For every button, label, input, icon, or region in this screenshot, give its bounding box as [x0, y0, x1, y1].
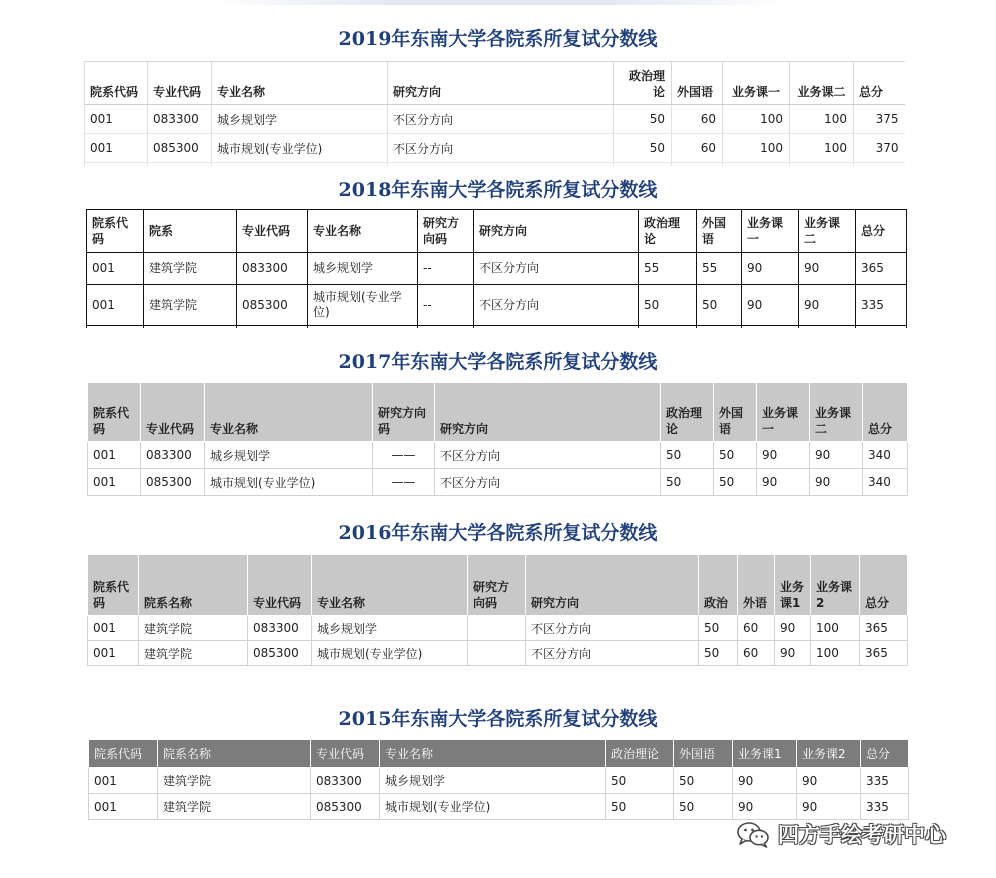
col-header: 政治理论: [606, 740, 674, 768]
table-cell: 001: [89, 768, 158, 794]
col-header: 研究方向: [474, 210, 639, 253]
col-header: 院系名称: [158, 740, 311, 768]
table-cell: 100: [723, 105, 790, 134]
table-cell: 085300: [311, 794, 380, 820]
table-cell: 001: [87, 285, 144, 326]
score-table-2015: [88, 739, 909, 820]
table-cell: 不区分方向: [474, 285, 639, 326]
col-header: 政治理论: [661, 383, 714, 442]
col-header: 专业名称: [380, 740, 606, 768]
table-cell: 55: [639, 253, 697, 285]
table-cell: 城乡规划学: [312, 616, 468, 641]
table-cell: 50: [661, 442, 714, 469]
table-cell: 不区分方向: [526, 616, 699, 641]
table-cell: 365: [860, 641, 908, 666]
col-header: 专业代码: [148, 62, 212, 105]
table-cell: 100: [790, 105, 854, 134]
table-cell: 001: [88, 442, 141, 469]
title-2015: 2015年东南大学各院系所复试分数线: [338, 708, 658, 730]
table-cell: 50: [674, 768, 733, 794]
table-row: [85, 105, 905, 134]
wechat-icon: [736, 820, 770, 848]
watermark-text: 四方手绘考研中心: [778, 823, 946, 847]
table-cell: 不区分方向: [388, 134, 614, 163]
table-cell: 50: [614, 134, 672, 163]
table-cell: [468, 616, 526, 641]
table-cell: 90: [775, 616, 811, 641]
table-cell: 90: [810, 469, 863, 496]
title-2019: 2019年东南大学各院系所复试分数线: [338, 28, 658, 50]
table-cell: 001: [89, 794, 158, 820]
table-cell: 50: [606, 794, 674, 820]
col-header: 外国语: [714, 383, 757, 442]
table-row: [87, 285, 907, 326]
score-table-2018: [86, 209, 907, 328]
table-cell: 城乡规划学: [212, 105, 388, 134]
table-cell: 不区分方向: [388, 105, 614, 134]
col-header: 业务课一: [742, 210, 799, 253]
table-cell: 建筑学院: [144, 253, 237, 285]
col-header: 政治理论: [614, 62, 672, 105]
table-header-row: [88, 555, 908, 616]
table-cell: ——: [373, 442, 435, 469]
table-cell: 100: [790, 134, 854, 163]
table-cell: 365: [860, 616, 908, 641]
table-cell: 50: [699, 616, 738, 641]
table-cell: 90: [742, 253, 799, 285]
table-cell: 60: [738, 616, 775, 641]
score-table-2017: [87, 382, 908, 496]
table-cell: 90: [797, 768, 861, 794]
table-row: [88, 641, 908, 666]
table-cut-row: [85, 163, 905, 167]
table-header-row: [85, 62, 905, 105]
col-header: 外国语: [674, 740, 733, 768]
col-header: 业务课2: [797, 740, 861, 768]
table-cell: 90: [810, 442, 863, 469]
table-cell: 60: [672, 134, 723, 163]
col-header: 研究方向: [435, 383, 661, 442]
table-cell: 083300: [311, 768, 380, 794]
table-cell: 建筑学院: [158, 794, 311, 820]
table-cell: 001: [87, 253, 144, 285]
table-cell: 城市规划(专业学位): [380, 794, 606, 820]
table-cell: 100: [811, 641, 860, 666]
table-cell: 90: [757, 469, 810, 496]
col-header: 研究方向码: [418, 210, 474, 253]
table-cell: --: [418, 253, 474, 285]
col-header: 专业名称: [312, 555, 468, 616]
table-cell: 90: [799, 285, 856, 326]
table-cell: 50: [606, 768, 674, 794]
watermark: [736, 818, 946, 850]
table-row: [88, 469, 908, 496]
table-row: [89, 768, 909, 794]
table-cell: ——: [373, 469, 435, 496]
col-header: 总分: [861, 740, 909, 768]
table-cell: 50: [714, 469, 757, 496]
table-cell: 085300: [248, 641, 312, 666]
score-table-2019: [84, 61, 905, 166]
table-cut-row: [87, 326, 907, 329]
table-cell: 001: [88, 616, 139, 641]
table-cell: 60: [738, 641, 775, 666]
table-cell: 建筑学院: [158, 768, 311, 794]
col-header: 业务课二: [799, 210, 856, 253]
table-cell: 建筑学院: [144, 285, 237, 326]
table-cell: 90: [742, 285, 799, 326]
table-cell: 不区分方向: [435, 442, 661, 469]
table-cell: 370: [854, 134, 905, 163]
table-cell: 340: [863, 469, 908, 496]
col-header: 院系: [144, 210, 237, 253]
table-cell: 不区分方向: [474, 253, 639, 285]
col-header: 业务课二: [790, 62, 854, 105]
table-row: [89, 794, 909, 820]
score-table-2016: [87, 554, 908, 666]
table-cell: [468, 641, 526, 666]
col-header: 院系名称: [139, 555, 248, 616]
col-header: 政治理论: [639, 210, 697, 253]
col-header: 专业代码: [237, 210, 308, 253]
table-cell: --: [418, 285, 474, 326]
col-header: 外语: [738, 555, 775, 616]
table-cell: 50: [699, 641, 738, 666]
table-cell: 建筑学院: [139, 641, 248, 666]
title-2018: 2018年东南大学各院系所复试分数线: [338, 179, 658, 201]
col-header: 业务课一: [723, 62, 790, 105]
col-header: 业务课二: [810, 383, 863, 442]
table-cell: 建筑学院: [139, 616, 248, 641]
table-header-row: [88, 383, 908, 442]
table-cell: 085300: [237, 285, 308, 326]
table-row: [85, 134, 905, 163]
table-cell: 083300: [237, 253, 308, 285]
table-cell: 085300: [148, 134, 212, 163]
table-cell: 城市规划(专业学位): [205, 469, 373, 496]
col-header: 业务课一: [757, 383, 810, 442]
table-cell: 100: [723, 134, 790, 163]
table-cell: 50: [714, 442, 757, 469]
col-header: 研究方向码: [373, 383, 435, 442]
table-cell: 335: [861, 768, 909, 794]
table-cell: 50: [614, 105, 672, 134]
table-cell: 城市规划(专业学位): [212, 134, 388, 163]
col-header: 研究方向: [388, 62, 614, 105]
col-header: 院系代码: [88, 555, 139, 616]
col-header: 总分: [856, 210, 907, 253]
col-header: 总分: [854, 62, 905, 105]
table-cell: 60: [672, 105, 723, 134]
title-2017: 2017年东南大学各院系所复试分数线: [338, 351, 658, 373]
table-cell: 50: [639, 285, 697, 326]
col-header: 专业代码: [141, 383, 205, 442]
table-cell: 335: [856, 285, 907, 326]
table-cell: 90: [775, 641, 811, 666]
table-cell: 90: [757, 442, 810, 469]
table-cell: 083300: [141, 442, 205, 469]
col-header: 专业代码: [248, 555, 312, 616]
table-cell: 375: [854, 105, 905, 134]
table-cell: 50: [697, 285, 742, 326]
table-cell: 城市规划(专业学位): [312, 641, 468, 666]
table-cell: 340: [863, 442, 908, 469]
col-header: 专业名称: [308, 210, 418, 253]
table-header-row: [87, 210, 907, 253]
table-cell: 085300: [141, 469, 205, 496]
col-header: 业务课1: [733, 740, 797, 768]
col-header: 业务课1: [775, 555, 811, 616]
table-cell: 083300: [148, 105, 212, 134]
table-row: [87, 253, 907, 285]
table-cell: 365: [856, 253, 907, 285]
col-header: 院系代码: [89, 740, 158, 768]
table-cell: 001: [88, 641, 139, 666]
table-cell: 100: [811, 616, 860, 641]
col-header: 专业名称: [205, 383, 373, 442]
col-header: 专业代码: [311, 740, 380, 768]
table-cell: 083300: [248, 616, 312, 641]
table-cell: 50: [674, 794, 733, 820]
table-cell: 城乡规划学: [308, 253, 418, 285]
table-cell: 001: [85, 134, 148, 163]
col-header: 院系代码: [88, 383, 141, 442]
col-header: 专业名称: [212, 62, 388, 105]
col-header: 政治: [699, 555, 738, 616]
col-header: 总分: [863, 383, 908, 442]
table-cell: 城乡规划学: [205, 442, 373, 469]
table-cell: 90: [733, 794, 797, 820]
col-header: 外国语: [672, 62, 723, 105]
table-cell: 001: [88, 469, 141, 496]
table-cell: 90: [799, 253, 856, 285]
top-gradient-bar: [210, 0, 790, 5]
table-cell: 50: [661, 469, 714, 496]
table-cell: 不区分方向: [526, 641, 699, 666]
table-cell: 城乡规划学: [380, 768, 606, 794]
title-2016: 2016年东南大学各院系所复试分数线: [338, 522, 658, 544]
table-cell: 不区分方向: [435, 469, 661, 496]
table-cell: 335: [861, 794, 909, 820]
col-header: 研究方向码: [468, 555, 526, 616]
table-cell: 001: [85, 105, 148, 134]
col-header: 研究方向: [526, 555, 699, 616]
col-header: 总分: [860, 555, 908, 616]
table-header-row: [89, 740, 909, 768]
table-row: [88, 442, 908, 469]
table-cell: 城市规划(专业学位): [308, 285, 418, 326]
col-header: 院系代码: [87, 210, 144, 253]
table-cell: 90: [797, 794, 861, 820]
col-header: 外国语: [697, 210, 742, 253]
table-row: [88, 616, 908, 641]
table-cell: 90: [733, 768, 797, 794]
table-cell: 55: [697, 253, 742, 285]
col-header: 院系代码: [85, 62, 148, 105]
col-header: 业务课2: [811, 555, 860, 616]
